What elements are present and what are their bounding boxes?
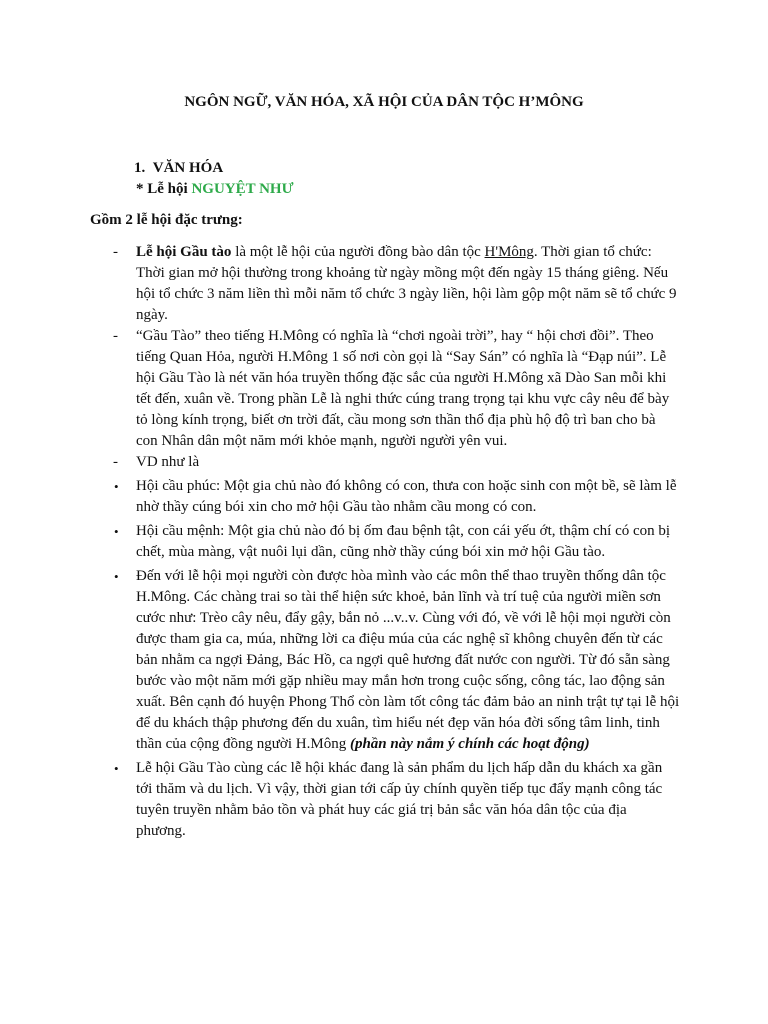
item-text: là một lễ hội của người đồng bào dân tộc xyxy=(231,244,485,260)
dash-marker: - xyxy=(113,454,118,470)
list-item xyxy=(0,476,680,518)
list-item xyxy=(0,326,680,452)
page-title: NGÔN NGỮ, VĂN HÓA, XÃ HỘI CỦA DÂN TỘC H’MÔNG xyxy=(184,94,584,110)
dash-marker: - xyxy=(113,244,118,260)
sub-heading-highlight: NGUYỆT NHƯ xyxy=(191,181,294,197)
bullet-marker: • xyxy=(114,569,119,584)
sub-heading-prefix: * Lễ hội xyxy=(136,181,192,197)
section-number: 1. xyxy=(134,160,146,176)
item-bold-lead: Lễ hội Gầu tào xyxy=(136,244,232,260)
item-list xyxy=(0,242,768,842)
item-note: (phần này nắm ý chính các hoạt động) xyxy=(349,736,590,752)
item-text: Hội cầu mệnh: Một gia chủ nào đó bị ốm đau bệnh tật, con cái yếu ớt, thậm chí có con bị chết, mùa màng, vật nuôi lụi dần, cũng nhờ thầy cúng bói xin mở hội Gầu tào. xyxy=(136,523,671,560)
item-text: Lễ hội Gầu Tào cùng các lễ hội khác đang là sản phẩm du lịch hấp dẫn du khách xa gần tới thăm và du lịch. Vì vậy, thời gian tới cấp ủy chính quyền tiếp tục đẩy mạnh công tác tuyên truyền nhằm bảo tồn và phát huy các giá trị bản sắc văn hóa dân tộc của địa phương. xyxy=(136,760,663,839)
sub-heading xyxy=(136,181,294,198)
bullet-marker: • xyxy=(114,479,119,494)
section-title: VĂN HÓA xyxy=(152,160,224,176)
list-item xyxy=(0,566,680,755)
item-text: “Gầu Tào” theo tiếng H.Mông có nghĩa là “chơi ngoài trời”, hay “ hội chơi đồi”. Theo tiếng Quan Hỏa, người H.Mông 1 số nơi còn gọi là “Say Sán” có nghĩa là “Đạp núi”. Lễ hội Gầu Tào là nét văn hóa truyền thống đặc sắc của người H.Mông xã Dào San mỗi khi tết đến, xuân về. Trong phần Lễ là nghi thức cúng trang trọng tại khu vực cây nêu để bày tỏ lòng kính trọng, biết ơn trời đất, cầu mong sơn thần thổ địa phù hộ độ trì ban cho bà con Nhân dân một năm mới khỏe mạnh, người người yên vui. xyxy=(136,328,670,449)
section-heading xyxy=(134,160,223,177)
item-text: Hội cầu phúc: Một gia chủ nào đó không có con, thưa con hoặc sinh con một bề, sẽ làm lễ nhờ thầy cúng bói xin cho mở hội Gầu tào nhằm cầu mong có con. xyxy=(136,478,677,515)
hmong-link[interactable]: H'Mông xyxy=(484,244,534,260)
list-item xyxy=(0,452,680,473)
list-item xyxy=(0,242,680,326)
bullet-marker: • xyxy=(114,761,119,776)
item-text: . Thời gian tổ chức: Thời gian mở hội thường trong khoảng từ ngày mồng một đến ngày 15 tháng giêng. Nếu hội tổ chức 3 năm liền thì mỗi năm tổ chức 3 ngày liền, hội làm gộp một năm sẽ tổ chức 9 ngày. xyxy=(136,244,677,323)
bullet-marker: • xyxy=(114,524,119,539)
item-text: VD như là xyxy=(136,454,200,470)
intro-line: Gồm 2 lễ hội đặc trưng: xyxy=(90,212,243,228)
dash-marker: - xyxy=(113,328,118,344)
list-item xyxy=(0,521,680,563)
list-item xyxy=(0,758,680,842)
item-text: Đến với lễ hội mọi người còn được hòa mình vào các môn thể thao truyền thống dân tộc H.Mông. Các chàng trai so tài thể hiện sức khoẻ, bản lĩnh và trí tuệ của người miền sơn cước như: Trèo cây nêu, đẩy gậy, bắn nỏ ...v..v. Cùng với đó, về với lễ hội mọi người còn được tham gia ca, múa, những lời ca điệu múa của các nghệ sĩ không chuyên đến từ các bản nhằm ca ngợi Đảng, Bác Hồ, ca ngợi quê hương đất nước con người. Từ đó sẵn sàng bước vào một năm mới gặp nhiều may mắn hơn trong cuộc sống, công tác, lao động sản xuất. Bên cạnh đó huyện Phong Thổ còn làm tốt công tác đảm bảo an ninh trật tự tại lễ hội để du khách thập phương đến du xuân, tìm hiểu nét đẹp văn hóa đời sống tâm linh, tinh thần của cộng đồng người H.Mông xyxy=(136,568,680,752)
